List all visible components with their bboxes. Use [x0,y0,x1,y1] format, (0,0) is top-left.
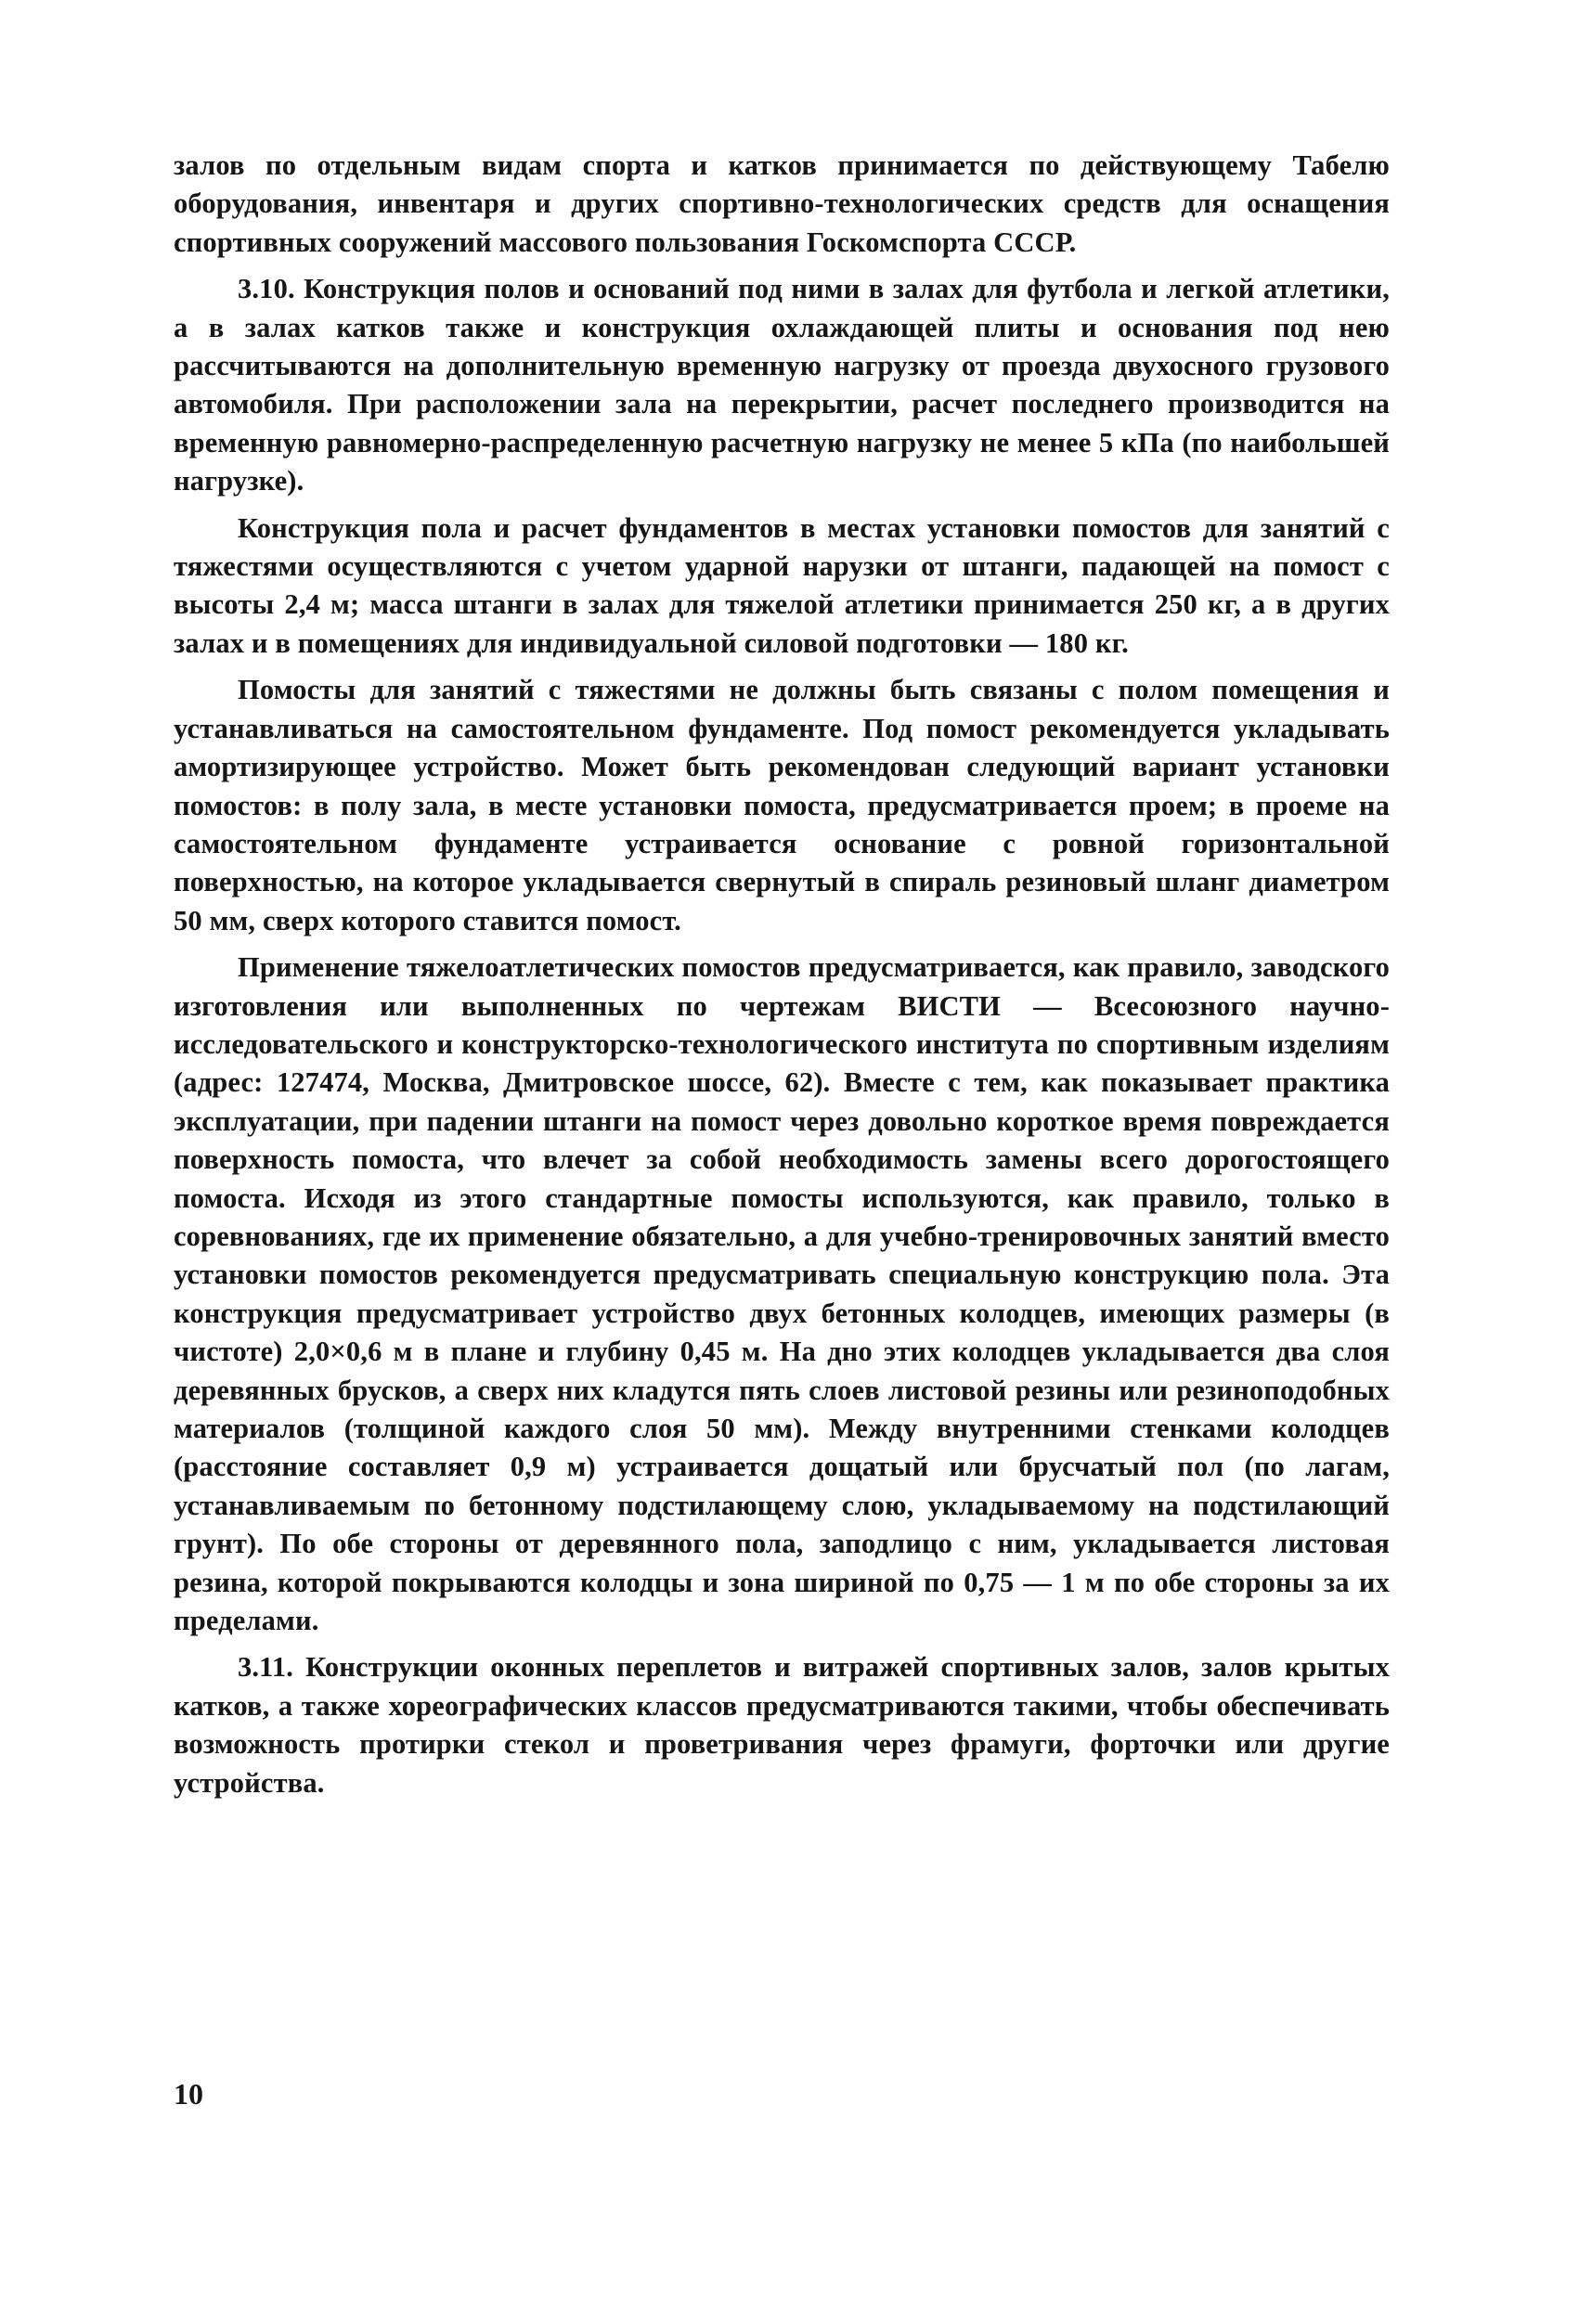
paragraph-section-3-10 [174,270,1390,500]
paragraph-platform-application [174,949,1390,1640]
page-number: 10 [174,2077,203,2111]
paragraph-section-3-11 [174,1648,1390,1802]
paragraph-text: Применение тяжелоатлетических помостов предусматривается, как правило, заводского изготовления или выполненных по чертежам ВИСТИ — Всесоюзного научно-исследовательского и конструкторско-технологического института по спортивным изделиям (адрес: 127474, Москва, Дмитровское шоссе, 62). Вместе с тем, как показывает практика эксплуатации, при падении штанги на помост через довольно короткое время повреждается поверхность помоста, что влечет за собой необходимость замены всего дорогостоящего помоста. Исходя из этого стандартные помосты используются, как правило, только в соревнованиях, где их применение обязательно, а для учебно-тренировочных занятий вместо установки помостов рекомендуется предусматривать специальную конструкцию пола. Эта конструкция предусматривает устройство двух бетонных колодцев, имеющих размеры (в чистоте) 2,0×0,6 м в плане и глубину 0,45 м. На дно этих колодцев укладывается два слоя деревянных брусков, а сверх них кладутся пять слоев листовой резины или резиноподобных материалов (толщиной каждого слоя 50 мм). Между внутренними стенками колодцев (расстояние составляет 0,9 м) устраивается дощатый или брусчатый пол (по лагам, устанавливаемым по бетонному подстилающему слою, укладываемому на подстилающий грунт). По обе стороны от деревянного пола, заподлицо с ним, укладывается листовая резина, которой покрываются колодцы и зона шириной по 0,75 — 1 м по обе стороны за их пределами. [174,951,1390,1637]
section-number: 3.10. [238,273,295,305]
paragraph-weightlifting-floor [174,510,1390,664]
page-body [174,147,1390,1802]
document-page [174,147,1390,2281]
paragraph-text: Конструкция пола и расчет фундаментов в местах установки помостов для занятий с тяжестями осуществляются с учетом ударной нарузки от штанги, падающей на помост с высоты 2,4 м; масса штанги в залах для тяжелой атлетики принимается 250 кг, а в других залах и в помещениях для индивидуальной силовой подготовки — 180 кг. [174,511,1390,659]
paragraph-text: залов по отдельным видам спорта и катков принимается по действующему Табелю оборудования, инвентаря и других спортивно-технологических средств для оснащения спортивных сооружений массового пользования Госкомспорта СССР. [174,149,1390,258]
paragraph-text: Помосты для занятий с тяжестями не должны быть связаны с полом помещения и устанавливаться на самостоятельном фундаменте. Под помост рекомендуется укладывать амортизирующее устройство. Может быть рекомендован следующий вариант установки помостов: в полу зала, в месте установки помоста, предусматривается проем; в проеме на самостоятельном фундаменте устраивается основание с ровной горизонтальной поверхностью, на которое укладывается свернутый в спираль резиновый шланг диаметром 50 мм, сверх которого ставится помост. [174,674,1390,936]
paragraph-continued-text [174,147,1390,262]
paragraph-platforms [174,671,1390,940]
paragraph-text: Конструкция полов и оснований под ними в залах для футбола и легкой атлетики, а в залах катков также и конструкция охлаждающей плиты и основания под нею рассчитываются на дополнительную временную нагрузку от проезда двухосного грузового автомобиля. При расположении зала на перекрытии, расчет последнего производится на временную равномерно-распределенную расчетную нагрузку не менее 5 кПа (по наибольшей нагрузке). [174,273,1390,497]
section-number: 3.11. [238,1651,294,1684]
paragraph-text: Конструкции оконных переплетов и витражей спортивных залов, залов крытых катков, а также хореографических классов предусматриваются такими, чтобы обеспечивать возможность протирки стекол и проветривания через фрамуги, форточки или другие устройства. [174,1651,1390,1799]
